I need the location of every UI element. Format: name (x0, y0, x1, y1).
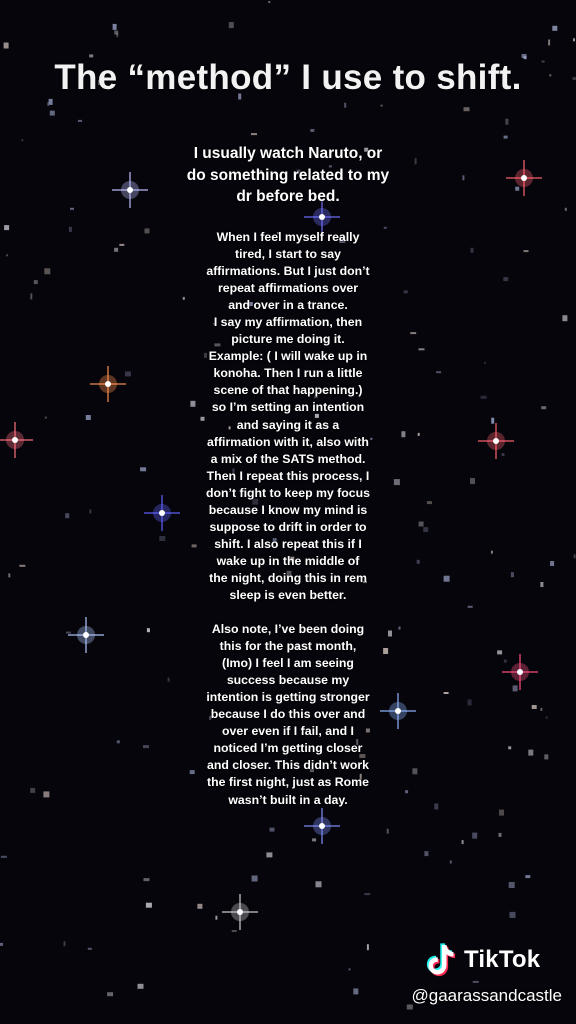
star (462, 175, 464, 180)
star (415, 158, 417, 164)
star (229, 22, 234, 28)
paragraph-note (188, 621, 388, 809)
page-title: The “method” I use to shift. (54, 58, 522, 97)
body-line: so I’m setting an intention (211, 400, 365, 415)
star (4, 225, 9, 230)
star (138, 984, 144, 989)
star (470, 478, 475, 484)
body-line: affirmations. But I just don’t (206, 264, 370, 279)
star (125, 371, 131, 376)
star (70, 208, 74, 210)
star (86, 415, 91, 420)
star (499, 833, 502, 837)
body-text (188, 229, 388, 809)
star (450, 861, 452, 864)
star (436, 371, 441, 373)
tiktok-note-icon (426, 942, 458, 978)
paragraph-method (188, 229, 388, 604)
body-line: (Imo) I feel I am seeing (222, 656, 354, 671)
star (417, 560, 420, 564)
star (541, 406, 546, 409)
star (159, 536, 165, 541)
star (252, 876, 258, 882)
star (504, 660, 507, 663)
tiktok-wordmark: TikTok (464, 946, 541, 973)
star (540, 582, 543, 587)
star (540, 708, 542, 711)
star (399, 627, 401, 630)
star (434, 804, 438, 810)
star (30, 788, 35, 793)
star (251, 133, 257, 135)
star (511, 572, 514, 577)
star (401, 431, 405, 437)
star (504, 136, 508, 139)
star (49, 99, 53, 105)
body-line: and closer. This didn’t work (207, 758, 369, 773)
body-line: success because my (226, 673, 350, 688)
star (394, 479, 400, 485)
star (113, 24, 117, 30)
star (424, 851, 428, 856)
star (481, 396, 487, 399)
star (310, 129, 314, 132)
star (508, 746, 511, 749)
body-line: repeat affirmations over (217, 281, 359, 296)
body-line: the night, doing this in rem (209, 570, 367, 585)
star (528, 750, 533, 756)
star (43, 791, 49, 797)
star (410, 332, 416, 334)
star (215, 916, 217, 920)
body-line: konoha. Then I run a little (213, 366, 363, 381)
star (444, 576, 450, 582)
body-line: I say my affirmation, then (213, 315, 363, 330)
body-line: because I know my mind is (208, 502, 368, 517)
body-line: Also note, I’ve been doing (211, 622, 365, 637)
star (45, 417, 47, 419)
body-line: Then I repeat this process, I (206, 468, 370, 483)
body-line: a mix of the SATS method. (210, 451, 366, 466)
body-line: and over in a trance. (228, 298, 348, 313)
body-line: picture me doing it. (231, 332, 345, 347)
star (515, 187, 519, 191)
star (183, 297, 185, 300)
star (491, 418, 494, 424)
star (89, 54, 93, 57)
body-line: wasn’t built in a day. (228, 792, 348, 807)
body-line: this for the past month, (219, 639, 357, 654)
body-line: shift. I also repeat this if I (214, 536, 362, 551)
star (525, 875, 530, 878)
star (66, 632, 71, 634)
star (119, 244, 124, 246)
star (44, 268, 50, 274)
star (388, 631, 392, 637)
star (562, 315, 567, 321)
star (140, 467, 146, 471)
star (412, 768, 417, 774)
star (316, 881, 322, 887)
star (423, 527, 428, 532)
star (404, 290, 408, 293)
star (64, 941, 66, 946)
star (117, 740, 120, 743)
intro-line: I usually watch Naruto, or (193, 145, 383, 162)
body-line: noticed I’m getting closer (213, 741, 363, 756)
star (472, 833, 477, 839)
star (468, 700, 472, 706)
intro-text (168, 143, 408, 208)
star (418, 433, 420, 436)
star (427, 501, 432, 504)
star (232, 930, 237, 932)
star (21, 139, 23, 141)
star (532, 705, 537, 709)
star (364, 893, 370, 895)
star (353, 988, 358, 994)
star (573, 38, 575, 41)
star (468, 606, 473, 608)
star (4, 43, 9, 49)
star (473, 981, 479, 983)
star (30, 293, 32, 299)
star (550, 561, 554, 566)
star (116, 33, 118, 37)
star (444, 692, 449, 694)
star (546, 717, 548, 719)
star (312, 838, 316, 841)
star (6, 254, 8, 256)
star (524, 250, 529, 252)
star (78, 120, 82, 122)
star (114, 248, 118, 252)
star (197, 904, 202, 909)
star (19, 565, 25, 567)
star (266, 852, 272, 857)
tiktok-logo (426, 942, 540, 978)
star (574, 554, 576, 558)
intro-line: do something related to my (186, 166, 390, 184)
body-line: don’t fight to keep my focus (206, 485, 370, 500)
star (145, 228, 150, 233)
star (497, 650, 502, 654)
star (491, 551, 493, 554)
star (1, 856, 7, 858)
star (513, 685, 518, 691)
body-line: scene of that happening.) (213, 383, 363, 398)
body-line: suppose to drift in order to (209, 519, 367, 534)
star (471, 248, 474, 253)
body-line: and saying it as a (236, 417, 340, 432)
star (50, 111, 55, 116)
star (34, 280, 38, 284)
star (499, 810, 504, 816)
star (510, 912, 516, 918)
star (344, 103, 346, 108)
body-line: tired, I start to say (235, 247, 341, 262)
star (367, 944, 369, 950)
star (143, 745, 149, 748)
body-line: intention is getting stronger (206, 690, 370, 705)
body-line: When I feel myself really (216, 230, 360, 244)
star (168, 678, 170, 682)
star (464, 107, 470, 111)
star (8, 573, 10, 577)
creator-handle: @gaarassandcastle (411, 986, 562, 1005)
star (144, 878, 150, 881)
body-line: Example: ( I will wake up in (208, 349, 368, 364)
star (419, 348, 425, 350)
star (0, 943, 3, 946)
star (146, 903, 152, 908)
star (65, 513, 69, 518)
star (505, 119, 508, 125)
star (548, 40, 550, 46)
star (349, 968, 351, 970)
star (381, 105, 383, 107)
body-line: over even if I fail, and I (222, 724, 354, 739)
star (88, 948, 92, 950)
star (69, 227, 72, 232)
star (509, 882, 515, 888)
body-line: the first night, just as Rome (207, 775, 369, 790)
star (565, 208, 567, 211)
star (147, 628, 150, 632)
star (268, 1, 270, 3)
star (484, 362, 486, 364)
star (552, 26, 557, 31)
star (89, 510, 91, 514)
body-line: wake up in the middle of (216, 553, 360, 568)
intro-line: dr before bed. (236, 188, 340, 205)
body-line: because I do this over and (210, 707, 366, 722)
star (107, 992, 113, 996)
star (387, 829, 389, 834)
star (462, 840, 464, 844)
star (503, 277, 508, 281)
star (405, 790, 408, 793)
star (544, 754, 548, 759)
star (502, 453, 505, 456)
body-line: affirmation with it, also with (207, 434, 369, 449)
star (270, 828, 275, 832)
star (419, 522, 424, 527)
body-line: sleep is even better. (229, 587, 347, 602)
